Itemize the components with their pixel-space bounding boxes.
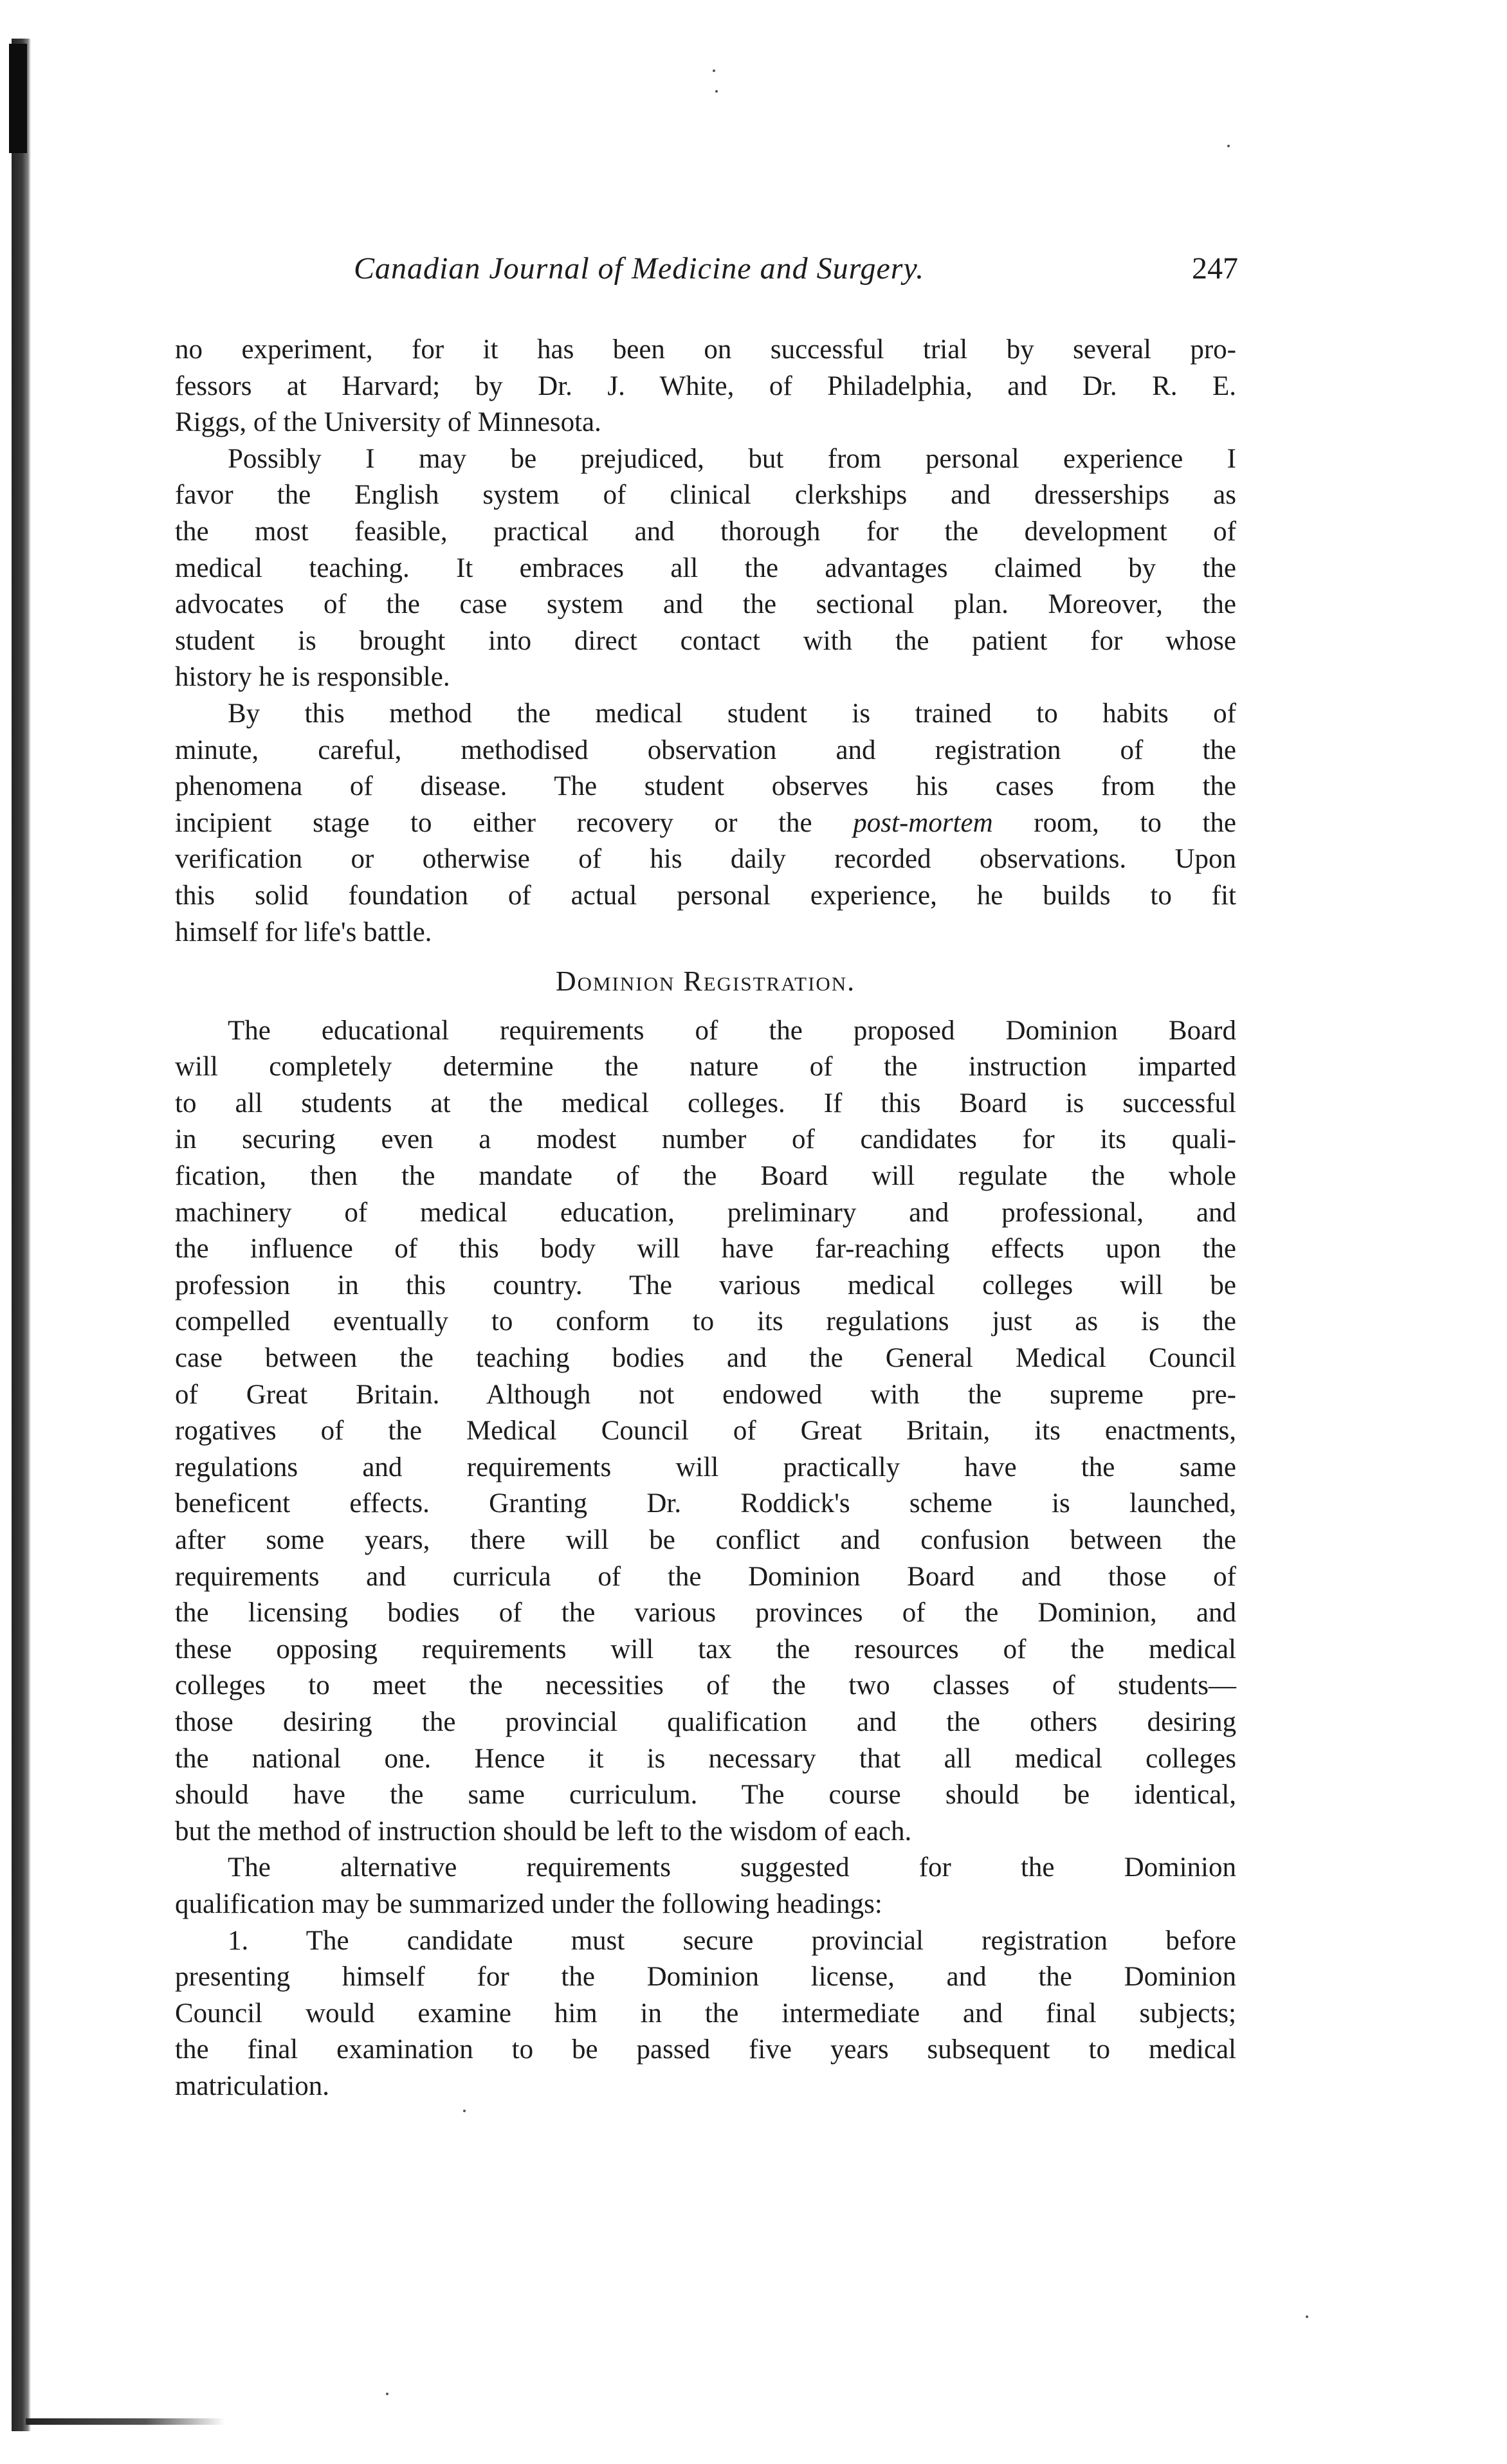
- text-segment: incipient stage to either recovery or the: [175, 807, 854, 838]
- binding-shadow: [12, 39, 31, 2431]
- binding-foot-shadow: [26, 2418, 225, 2425]
- text-line: qualification may be summarized under the following headings:: [175, 1888, 882, 1919]
- text-line: those desiring the provincial qualification and the others desiring: [175, 1706, 1236, 1737]
- text-line: beneficent effects. Granting Dr. Roddick's scheme is launched,: [175, 1488, 1236, 1519]
- text-line: the final examination to be passed five years subsequent to medical: [175, 2034, 1236, 2065]
- scan-speck: [463, 2110, 466, 2112]
- text-line: no experiment, for it has been on successful trial by several pro-: [175, 334, 1236, 365]
- page-number: 247: [1192, 251, 1238, 286]
- text-line: the influence of this body will have far-reaching effects upon the: [175, 1234, 1236, 1264]
- text-line: fessors at Harvard; by Dr. J. White, of Philadelphia, and Dr. R. E.: [175, 370, 1236, 401]
- scan-speck: [1306, 2315, 1308, 2318]
- text-line: student is brought into direct contact with the patient for whose: [175, 625, 1236, 656]
- text-line: will completely determine the nature of the instruction imparted: [175, 1052, 1236, 1082]
- text-line: to all students at the medical colleges. If this Board is successful: [175, 1088, 1236, 1118]
- text-line: The educational requirements of the proposed Dominion Board: [228, 1015, 1236, 1046]
- text-line: colleges to meet the necessities of the two classes of students—: [175, 1670, 1236, 1701]
- text-line: compelled eventually to conform to its regulations just as is the: [175, 1306, 1236, 1337]
- text-line: these opposing requirements will tax the resources of the medical: [175, 1634, 1236, 1665]
- text-line: himself for life's battle.: [175, 917, 432, 947]
- section-heading: Dominion Registration.: [555, 965, 856, 998]
- text-line: The alternative requirements suggested for the Dominion: [228, 1852, 1236, 1883]
- text-line: presenting himself for the Dominion license, and the Dominion: [175, 1962, 1236, 1993]
- scan-speck: [386, 2393, 388, 2395]
- text-line: By this method the medical student is trained to habits of: [228, 698, 1236, 729]
- running-title: Canadian Journal of Medicine and Surgery.: [354, 251, 925, 286]
- text-line: the licensing bodies of the various provinces of the Dominion, and: [175, 1598, 1236, 1629]
- text-line: Possibly I may be prejudiced, but from personal experience I: [228, 443, 1236, 474]
- text-line-with-italic: [175, 805, 1236, 842]
- text-line: favor the English system of clinical clerkships and dresserships as: [175, 480, 1236, 511]
- text-line: this solid foundation of actual personal experience, he builds to fit: [175, 880, 1236, 911]
- scan-speck: [1227, 145, 1230, 147]
- text-line: profession in this country. The various medical colleges will be: [175, 1270, 1236, 1300]
- text-line: phenomena of disease. The student observes his cases from the: [175, 771, 1236, 802]
- text-line: the national one. Hence it is necessary that all medical colleges: [175, 1743, 1236, 1774]
- text-line: fication, then the mandate of the Board will regulate the whole: [175, 1161, 1236, 1192]
- text-line: history he is responsible.: [175, 662, 450, 693]
- text-line: minute, careful, methodised observation and registration of the: [175, 735, 1236, 765]
- text-line: machinery of medical education, preliminary and professional, and: [175, 1197, 1236, 1228]
- text-line: in securing even a modest number of candidates for its quali-: [175, 1124, 1236, 1155]
- text-line: matriculation.: [175, 2070, 330, 2101]
- text-line: after some years, there will be conflict and confusion between the: [175, 1525, 1236, 1555]
- text-line: 1. The candidate must secure provincial registration before: [228, 1925, 1236, 1956]
- text-line: should have the same curriculum. The course should be identical,: [175, 1780, 1236, 1811]
- text-segment: room, to the: [992, 807, 1237, 838]
- text-line: case between the teaching bodies and the General Medical Council: [175, 1343, 1236, 1374]
- scan-speck: [715, 90, 718, 93]
- text-line: the most feasible, practical and thorough for the development of: [175, 516, 1236, 547]
- italic-term: post-mortem: [853, 807, 993, 838]
- binding-top-shadow: [9, 44, 27, 153]
- text-line: verification or otherwise of his daily recorded observations. Upon: [175, 844, 1236, 875]
- text-line: requirements and curricula of the Dominion Board and those of: [175, 1561, 1236, 1592]
- text-line: medical teaching. It embraces all the advantages claimed by the: [175, 552, 1236, 583]
- text-line: rogatives of the Medical Council of Great Britain, its enactments,: [175, 1416, 1236, 1446]
- text-line: Riggs, of the University of Minnesota.: [175, 407, 601, 438]
- text-line: advocates of the case system and the sectional plan. Moreover, the: [175, 589, 1236, 620]
- text-line: regulations and requirements will practically have the same: [175, 1452, 1236, 1483]
- page-header: [238, 251, 1238, 296]
- article-body: [175, 332, 1236, 2105]
- text-line: of Great Britain. Although not endowed with the supreme pre-: [175, 1379, 1236, 1410]
- scan-speck: [713, 69, 715, 72]
- text-line: but the method of instruction should be left to the wisdom of each.: [175, 1816, 912, 1847]
- text-line: Council would examine him in the intermediate and final subjects;: [175, 1998, 1236, 2029]
